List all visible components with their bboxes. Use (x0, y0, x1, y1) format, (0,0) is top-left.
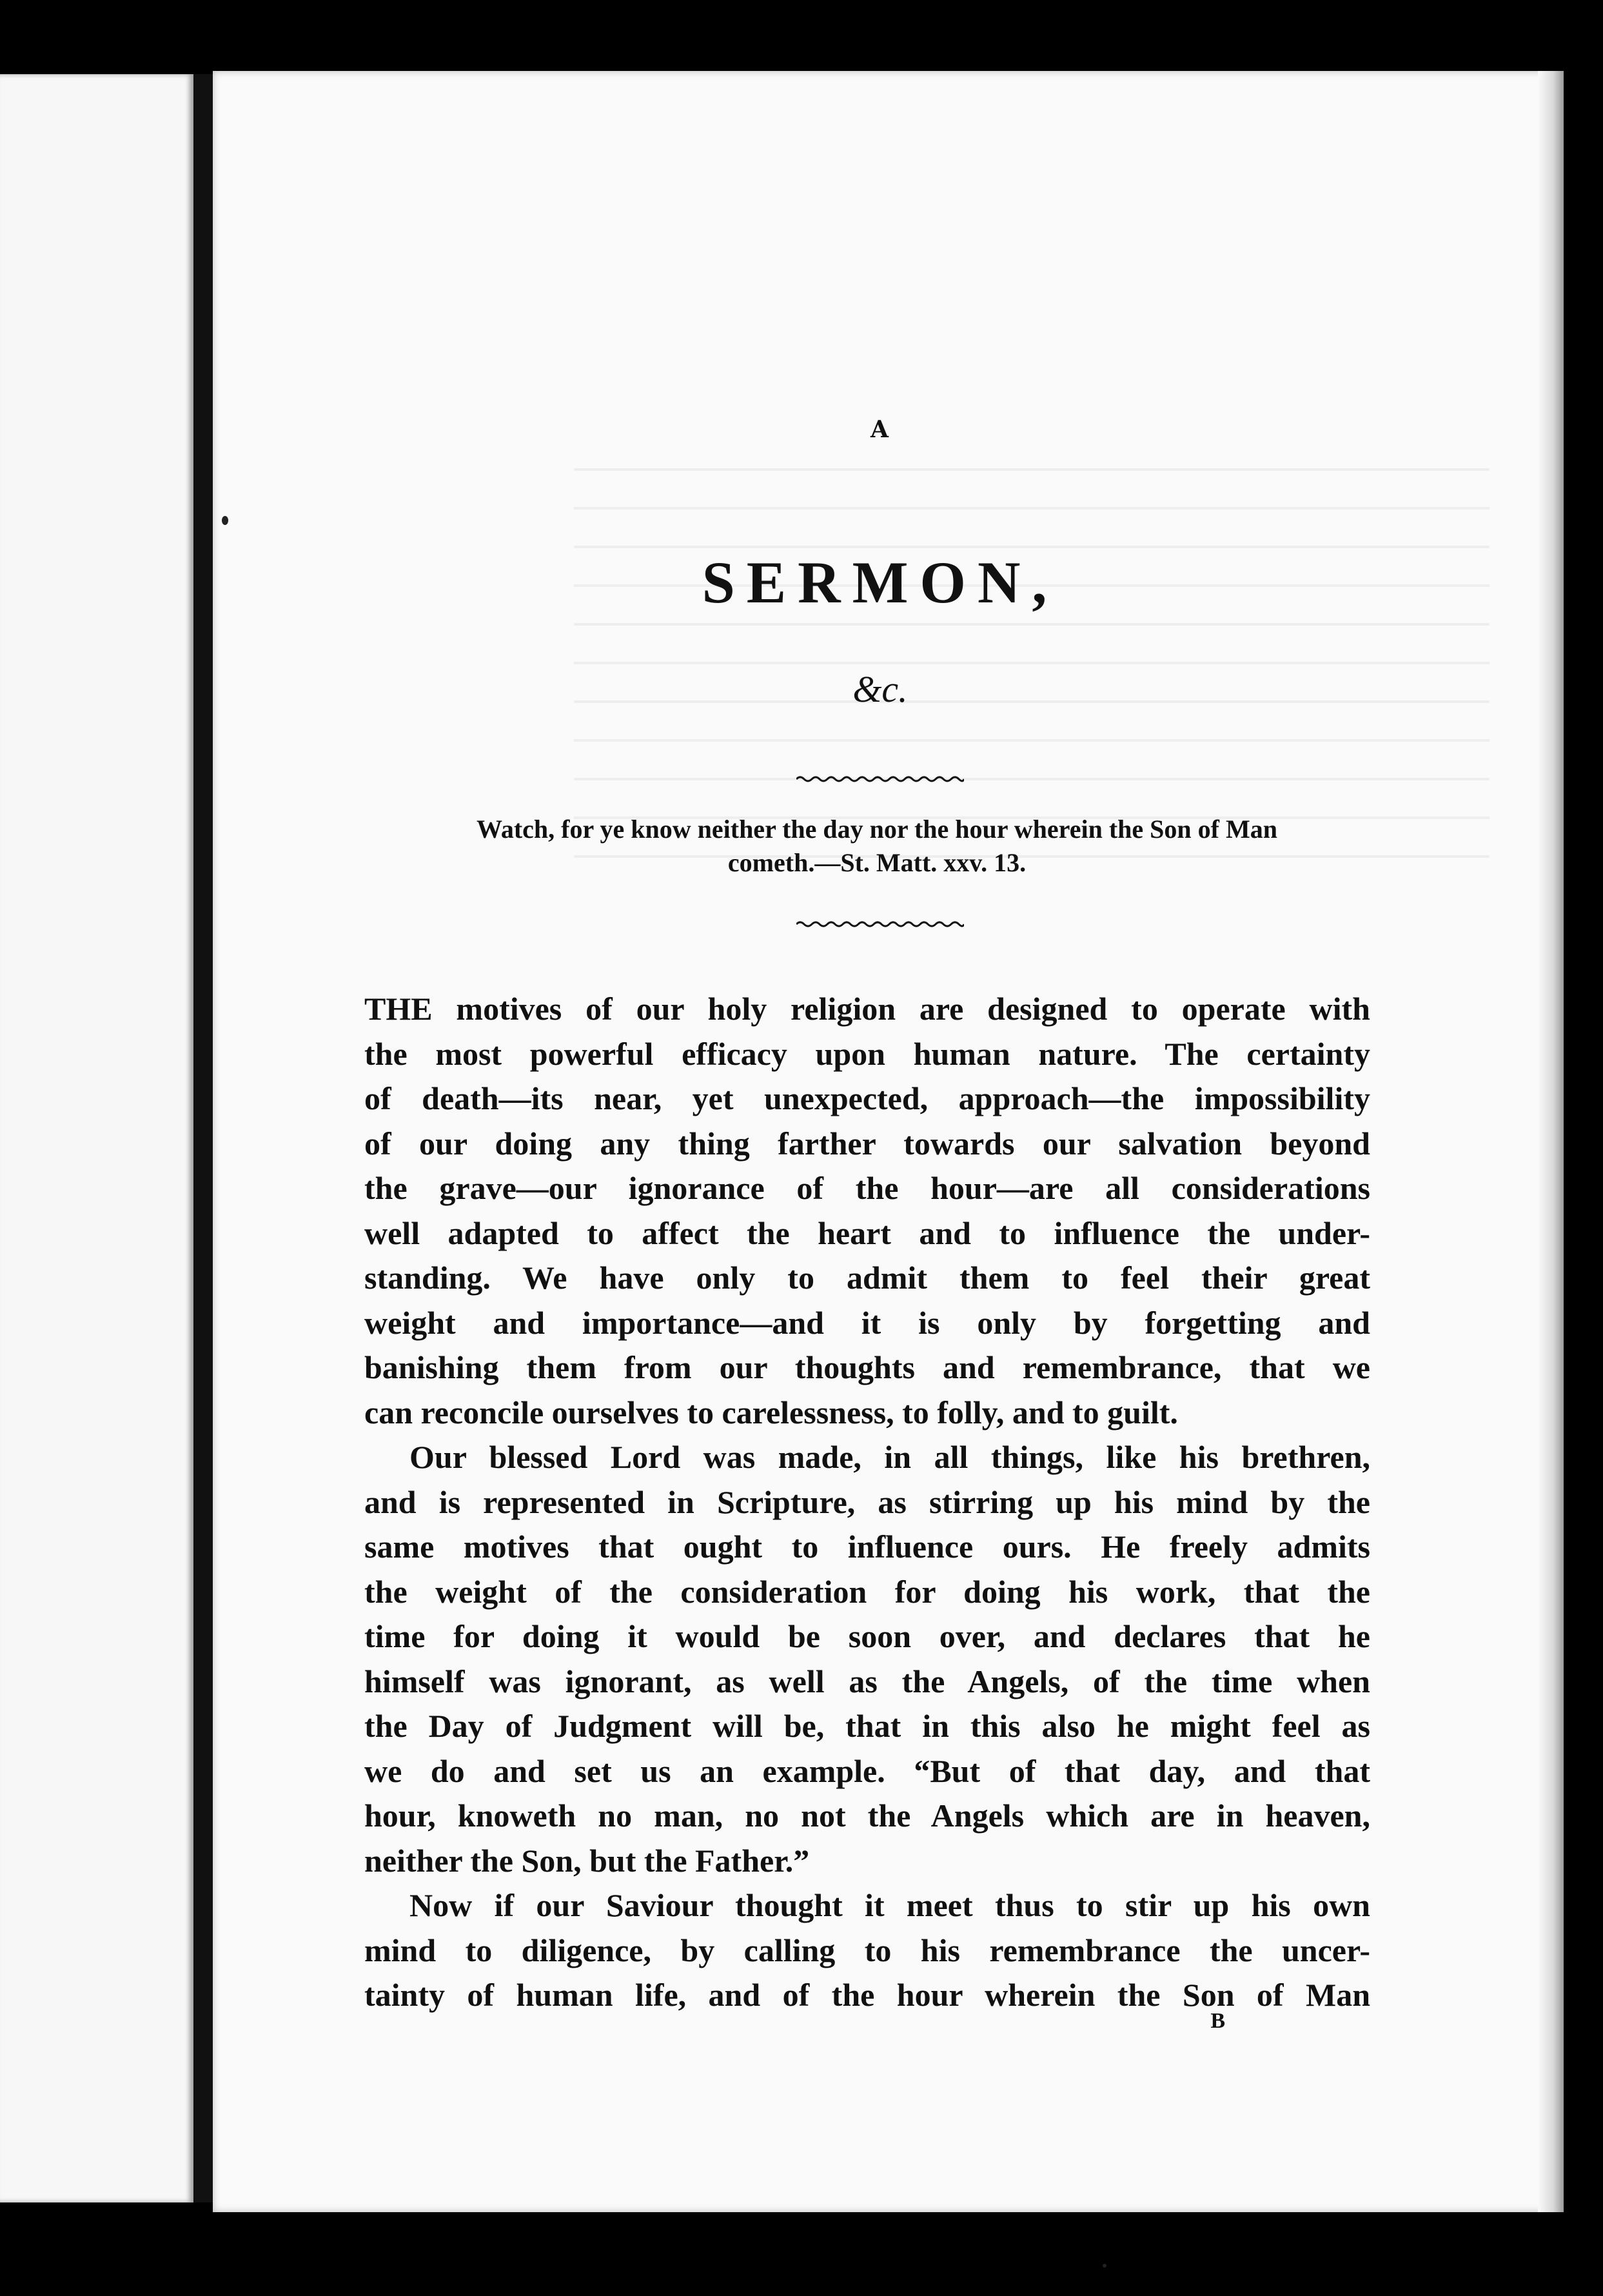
body-line: Our blessed Lord was made, in all things, like his brethren, (409, 1439, 1370, 1475)
previous-page-edge (0, 74, 193, 2202)
sermon-body (364, 987, 1370, 2018)
body-line: THE motives of our holy religion are designed to operate with (364, 991, 1370, 1027)
body-line: the grave—our ignorance of the hour—are all considerations (364, 1170, 1370, 1206)
body-line: the Day of Judgment will be, that in this also he might feel as (364, 1708, 1370, 1744)
margin-speck (1103, 2264, 1106, 2268)
body-line: well adapted to affect the heart and to influence the under- (364, 1214, 1370, 1251)
page-title: SERMON, (702, 549, 1059, 615)
page-subtitle: &c. (852, 668, 908, 710)
signature-mark: A (870, 416, 890, 443)
page-edge-shadow (1538, 71, 1564, 2212)
margin-speck (222, 516, 228, 525)
body-line: can reconcile ourselves to carelessness, to folly, and to guilt. (364, 1394, 1178, 1430)
ornamental-rule-bottom (796, 919, 964, 929)
body-line: Now if our Saviour thought it meet thus to stir up his own (409, 1887, 1370, 1923)
epigraph-line-1: Watch, for ye know neither the day nor the hour wherein the Son of Man (477, 815, 1277, 844)
body-line: of our doing any thing farther towards our salvation beyond (364, 1125, 1370, 1162)
body-line: tainty of human life, and of the hour wherein the Son of Man (364, 1977, 1370, 2013)
body-line: himself was ignorant, as well as the Angels, of the time when (364, 1663, 1370, 1699)
body-line: neither the Son, but the Father.” (364, 1842, 810, 1879)
footer-signature-mark: B (1210, 2009, 1225, 2033)
ornamental-rule-top (796, 774, 964, 784)
body-line: the most powerful efficacy upon human nature. The certainty (364, 1035, 1370, 1072)
body-line: the weight of the consideration for doing his work, that the (364, 1573, 1370, 1610)
body-line: we do and set us an example. “But of that day, and that (364, 1752, 1370, 1789)
epigraph-line-2: cometh.—St. Matt. xxv. 13. (727, 848, 1027, 877)
body-line: time for doing it would be soon over, and declares that he (364, 1618, 1370, 1654)
body-line: hour, knoweth no man, no not the Angels which are in heaven, (364, 1797, 1370, 1834)
body-line: same motives that ought to influence ours. He freely admits (364, 1529, 1370, 1565)
body-line: mind to diligence, by calling to his remembrance the uncer- (364, 1932, 1370, 1968)
body-line: standing. We have only to admit them to feel their great (364, 1260, 1370, 1296)
book-gutter (193, 74, 213, 2202)
body-line: of death—its near, yet unexpected, approach—the impossibility (364, 1080, 1370, 1116)
book-page (213, 71, 1564, 2212)
body-line: banishing them from our thoughts and remembrance, that we (364, 1349, 1370, 1385)
body-line: and is represented in Scripture, as stirring up his mind by the (364, 1483, 1370, 1520)
body-line: weight and importance—and it is only by forgetting and (364, 1304, 1370, 1341)
epigraph (374, 813, 1380, 880)
